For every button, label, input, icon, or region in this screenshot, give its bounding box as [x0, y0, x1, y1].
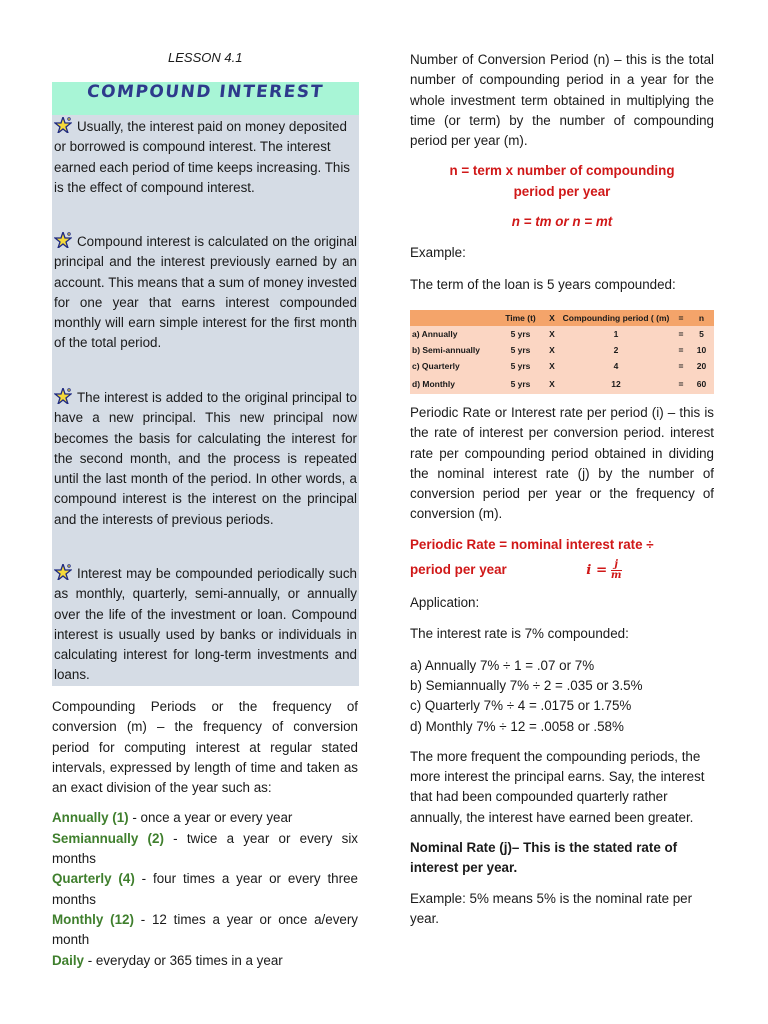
n-formula-words: n = term x number of compounding period per year: [449, 163, 675, 199]
rate-formula-fraction: $\frac{j}{m}$: [610, 559, 622, 582]
period-item-annually: Annually (1) - once a year or every year: [52, 810, 293, 826]
rate-formula-line: period per year i = $\frac{j}{m}$: [410, 559, 622, 582]
nominal-rate-definition: Nominal Rate (j)– This is the stated rate of interest per year.: [410, 840, 678, 876]
box-paragraph-3: [54, 388, 357, 530]
box-text-3: The interest is added to the original principal to have a new principal. This new principal now becomes the basis for calculating the interest for the second month, and the process is repeated until the last month of the period. In other words, a compound interest is the interest on the principal and the interests of previous periods.: [54, 390, 357, 527]
box-text-4: Interest may be compounded periodically such as monthly, quarterly, semi-annually, or annually over the life of the investment or loan. Compound interest is usually used by banks or individuals in calculating interest for long-term investments and loans.: [54, 566, 357, 683]
box-text-2: Compound interest is calculated on the original principal and the interest previously earned by an account. This means that a sum of money invested for one year that earns interest compounded monthly will earn simple interest for the first month of the total period.: [54, 234, 357, 351]
compounding-periods-intro: Compounding Periods or the frequency of conversion (m) – the frequency of conversion period for computing interest at regular stated intervals, expressed by length of time and taken as an exact division of the year such as:: [52, 699, 358, 796]
application-item: d) Monthly 7% ÷ 12 = .0058 or .58%: [410, 718, 624, 734]
page-title: COMPOUND INTEREST: [86, 82, 325, 102]
sparkle-star-icon: [54, 117, 72, 133]
period-item-monthly: Monthly (12) - 12 times a year or once a/every month: [52, 911, 358, 948]
example-text: The term of the loan is 5 years compounded:: [410, 276, 676, 292]
period-item-semiannually: Semiannually (2) - twice a year or every six months: [52, 830, 358, 867]
box-text-1: Usually, the interest paid on money deposited or borrowed is compound interest. The interest earned each period of time keeps increasing. This is the effect of compound interest.: [54, 119, 351, 195]
box-paragraph-4: [54, 564, 357, 686]
sparkle-star-icon: [54, 388, 72, 404]
n-formula-symbols: n = tm or n = mt: [511, 214, 613, 230]
application-label: Application:: [410, 595, 480, 611]
example-label: Example:: [410, 245, 466, 261]
table-row: a) Annually 5 yrs X 1 = 5: [410, 326, 714, 342]
table-header-row: Time (t) X Compounding period ( (m) = n: [410, 310, 714, 326]
table-row: d) Monthly 5 yrs X 12 = 60: [410, 374, 714, 394]
box-paragraph-2: [54, 232, 357, 354]
rate-formula-symbol: i =: [586, 562, 608, 579]
application-text: The interest rate is 7% compounded:: [410, 626, 629, 642]
application-item: c) Quarterly 7% ÷ 4 = .0175 or 1.75%: [410, 698, 632, 714]
box-paragraph-1: [54, 117, 357, 198]
compounding-periods-section: [52, 697, 358, 971]
title-banner: [52, 82, 359, 115]
table-row: b) Semi-annually 5 yrs X 2 = 10: [410, 342, 714, 358]
more-frequent-paragraph: The more frequent the compounding periods, the more interest the principal earns. Say, the interest that had been compounded quarterly rather annually, the interest have earned been greater.: [410, 748, 705, 825]
conversion-period-section: [410, 50, 714, 295]
lesson-label: LESSON 4.1: [168, 50, 243, 65]
rate-formula-words: Periodic Rate = nominal interest rate ÷: [410, 536, 654, 552]
application-item: b) Semiannually 7% ÷ 2 = .035 or 3.5%: [410, 677, 643, 693]
application-item: a) Annually 7% ÷ 1 = .07 or 7%: [410, 657, 595, 673]
period-item-daily: Daily - everyday or 365 times in a year: [52, 952, 283, 968]
sparkle-star-icon: [54, 232, 72, 248]
nominal-rate-example: Example: 5% means 5% is the nominal rate per year.: [410, 890, 693, 926]
n-definition: Number of Conversion Period (n) – this is the total number of compounding period in a year for the whole investment term obtained in multiplying the time (or term) by the number of compounding period per year (m).: [410, 52, 714, 149]
rate-definition: Periodic Rate or Interest rate per period (i) – this is the rate of interest per conversion period. interest rate per compounding period obtained in dividing the nominal interest rate (j) by the number of conversion period per year or the frequency of conversion (m).: [410, 405, 714, 522]
periodic-rate-section: [410, 403, 714, 929]
sparkle-star-icon: [54, 564, 72, 580]
table-row: c) Quarterly 5 yrs X 4 = 20: [410, 358, 714, 374]
period-item-quarterly: Quarterly (4) - four times a year or every three months: [52, 871, 358, 907]
conversion-period-table: [410, 310, 714, 394]
